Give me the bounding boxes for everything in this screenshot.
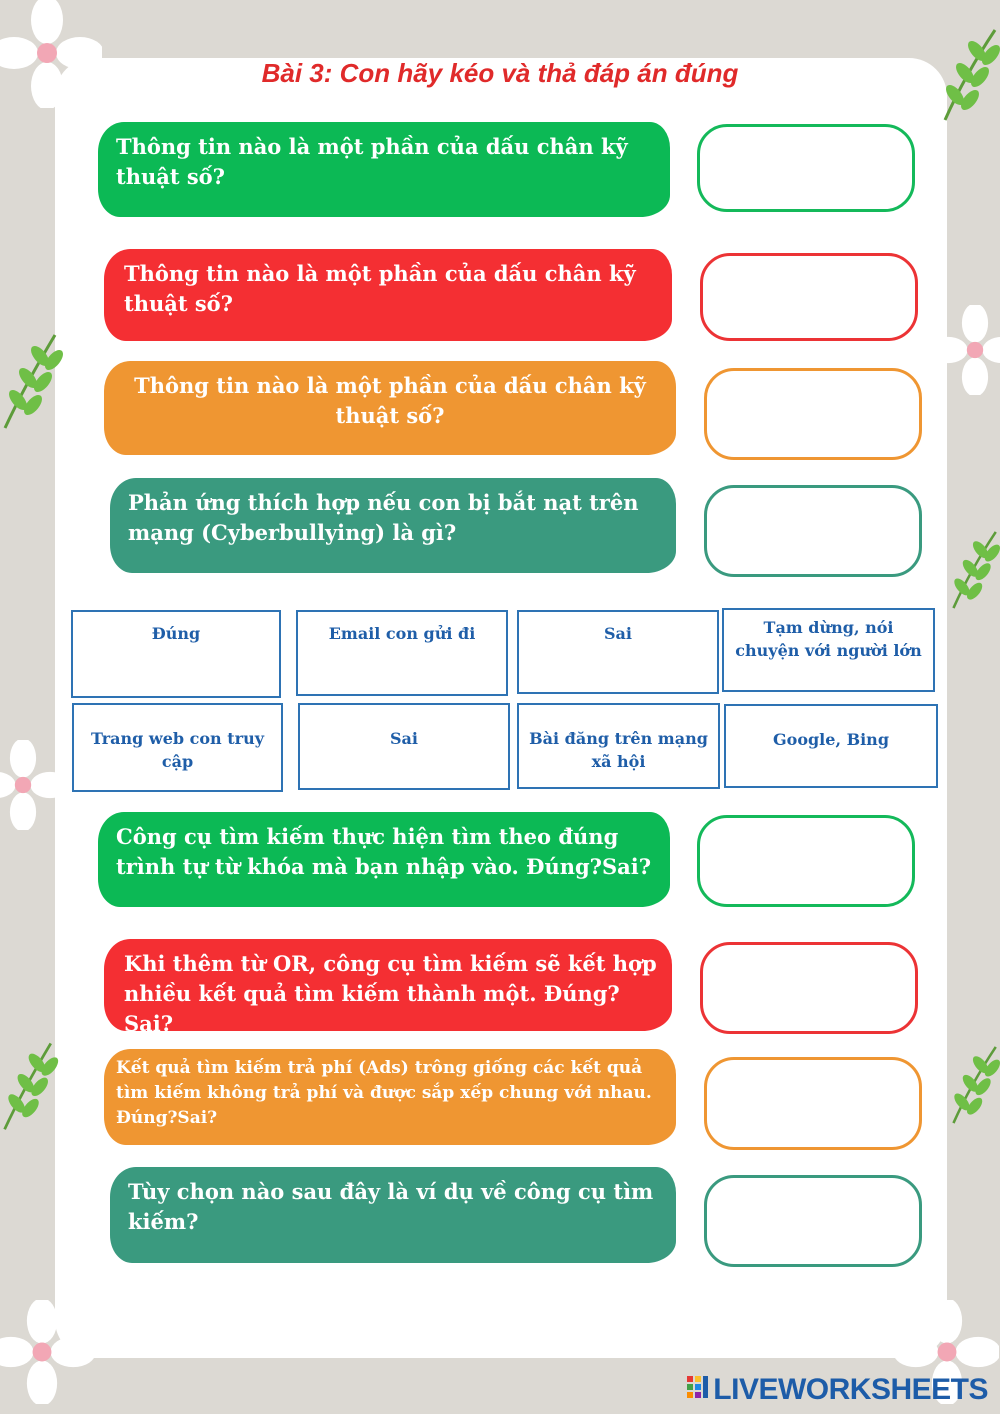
answer-option[interactable] xyxy=(71,610,281,698)
answer-drop-zone[interactable] xyxy=(697,124,915,212)
answer-drop-zone[interactable] xyxy=(700,942,918,1034)
answer-option[interactable] xyxy=(298,703,510,790)
question-card: Công cụ tìm kiếm thực hiện tìm theo đúng trình tự từ khóa mà bạn nhập vào. Đúng?Sai? xyxy=(98,812,670,907)
answer-drop-zone[interactable] xyxy=(704,1057,922,1150)
answer-drop-zone[interactable] xyxy=(704,368,922,460)
question-card: Thông tin nào là một phần của dấu chân kỹ thuật số? xyxy=(104,249,672,341)
leaf-branch-icon xyxy=(0,320,65,440)
flower-icon xyxy=(0,1300,94,1404)
answer-option[interactable] xyxy=(517,703,720,789)
flower-icon xyxy=(0,0,102,108)
answer-drop-zone[interactable] xyxy=(704,485,922,577)
answer-option-label: Sai xyxy=(390,729,418,748)
answer-option[interactable] xyxy=(296,610,508,696)
answer-option-label: Google, Bing xyxy=(772,730,889,749)
answer-option-label: Sai xyxy=(604,624,632,643)
answer-drop-zone[interactable] xyxy=(700,253,918,341)
question-card: Phản ứng thích hợp nếu con bị bắt nạt trên mạng (Cyberbullying) là gì? xyxy=(110,478,676,573)
liveworksheets-logo xyxy=(687,1372,988,1408)
answer-option[interactable] xyxy=(72,703,283,792)
leaf-branch-icon xyxy=(945,525,1000,615)
logo-mark-icon xyxy=(687,1376,709,1404)
leaf-branch-icon xyxy=(945,1035,1000,1135)
answer-drop-zone[interactable] xyxy=(697,815,915,907)
answer-option[interactable] xyxy=(517,610,719,694)
answer-option-label: Đúng xyxy=(151,624,201,643)
question-card: Thông tin nào là một phần của dấu chân kỹ thuật số? xyxy=(98,122,670,217)
answer-option-label: Tạm dừng, nói chuyện với người lớn xyxy=(735,618,922,660)
answer-option-label: Bài đăng trên mạng xã hội xyxy=(529,729,708,771)
question-card: Khi thêm từ OR, công cụ tìm kiếm sẽ kết hợp nhiều kết quả tìm kiếm thành một. Đúng?Sai? xyxy=(104,939,672,1031)
leaf-branch-icon xyxy=(0,1030,60,1140)
question-card: Tùy chọn nào sau đây là ví dụ về công cụ tìm kiếm? xyxy=(110,1167,676,1263)
question-card: Thông tin nào là một phần của dấu chân kỹ thuật số? xyxy=(104,361,676,455)
flower-icon xyxy=(0,740,68,830)
question-card: Kết quả tìm kiếm trả phí (Ads) trông giống các kết quả tìm kiếm không trả phí và được sắp xếp chung với nhau. Đúng?Sai? xyxy=(104,1049,676,1145)
answer-option-label: Email con gửi đi xyxy=(328,624,476,643)
answer-drop-zone[interactable] xyxy=(704,1175,922,1267)
answer-option-label: Trang web con truy cập xyxy=(90,729,264,771)
logo-text: LIVEWORKSHEETS xyxy=(713,1373,988,1406)
page-title: Bài 3: Con hãy kéo và thả đáp án đúng xyxy=(261,58,739,88)
flower-icon xyxy=(930,305,1000,395)
answer-option[interactable] xyxy=(724,704,938,788)
answer-option[interactable] xyxy=(722,608,935,692)
